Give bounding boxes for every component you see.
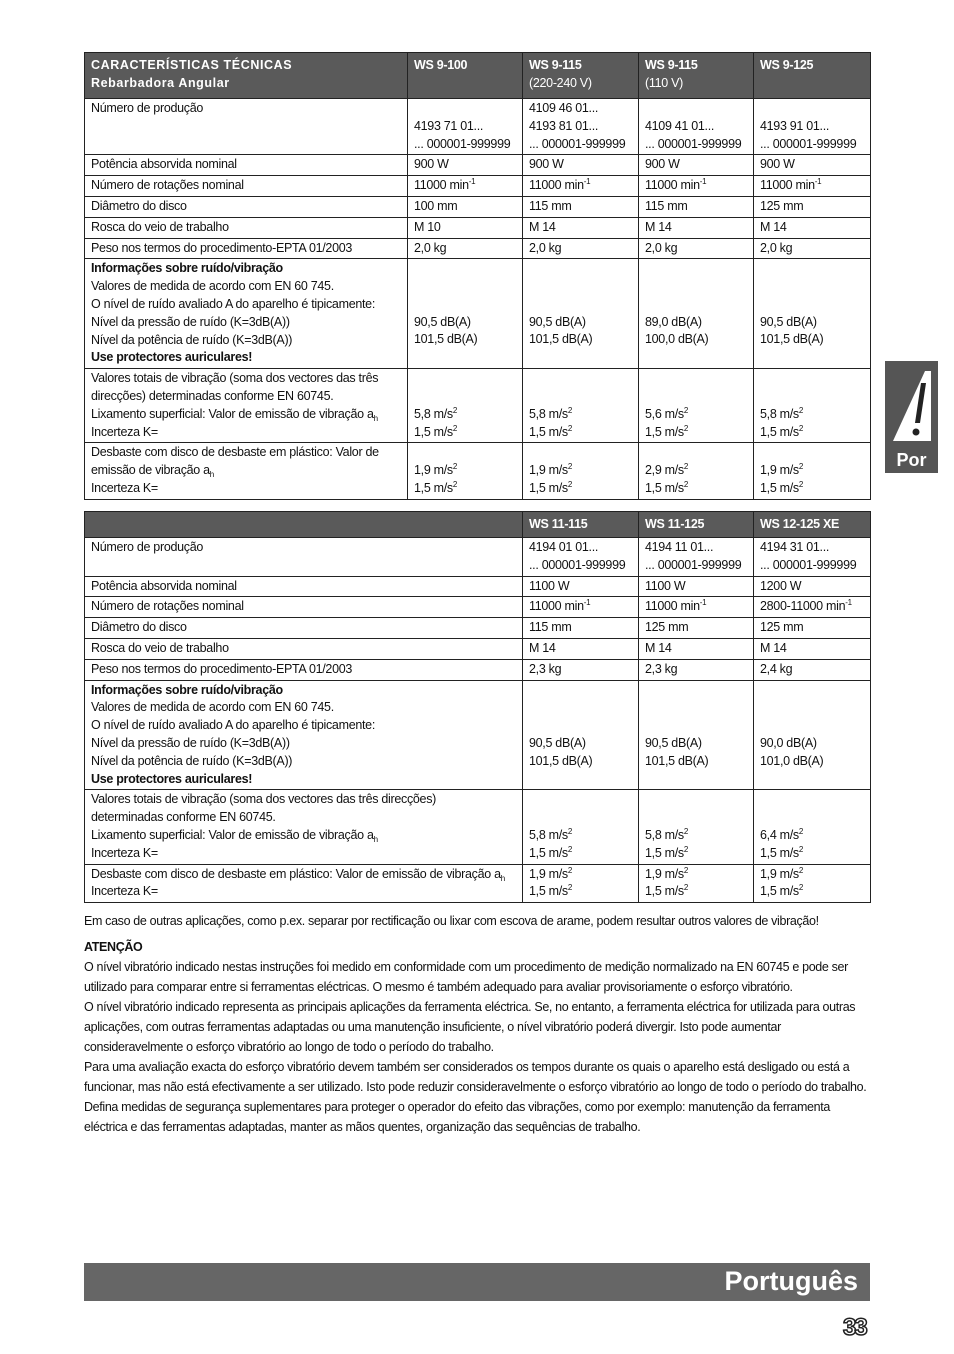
table-cell: 5,8 $m/s^2$ 1,5 $m/s^2$ xyxy=(408,369,523,443)
table-cell: M 14 xyxy=(523,638,639,659)
table-cell: 4193 71 01... ... 000001-999999 xyxy=(408,99,523,155)
page-number: 33 xyxy=(843,1314,866,1341)
table-cell: 4194 31 01... ... 000001-999999 xyxy=(754,538,871,577)
table-row xyxy=(85,864,871,903)
table-row xyxy=(85,259,871,369)
table-cell: 2,0 kg xyxy=(754,238,871,259)
table-cell: M 14 xyxy=(754,217,871,238)
table-cell: 1,9 $m/s^2$ 1,5 $m/s^2$ xyxy=(754,864,871,903)
table-row xyxy=(85,618,871,639)
table-row xyxy=(85,576,871,597)
attention-section xyxy=(84,937,874,1137)
table-cell: 1100 W xyxy=(639,576,754,597)
attention-heading: ATENÇÃO xyxy=(84,940,143,954)
row-label: Peso nos termos do procedimento-EPTA 01/2003 xyxy=(85,659,523,680)
table-row xyxy=(85,790,871,864)
table-cell: 4193 91 01... ... 000001-999999 xyxy=(754,99,871,155)
table-cell: 11000 $\min^{-1}$ xyxy=(639,597,754,618)
language-code: Por xyxy=(896,450,927,470)
attention-paragraph: Defina medidas de segurança suplementares para proteger o operador do efeito das vibrações, como por exemplo: manutenção da ferramenta eléctrica e das ferramentas adaptadas, manter as mãos quentes, organização das sequências de trabalho. xyxy=(84,1100,830,1134)
table-cell: M 14 xyxy=(523,217,639,238)
table-cell: 90,5 dB(A) 101,5 dB(A) xyxy=(523,259,639,369)
table-cell: 5,8 $m/s^2$ 1,5 $m/s^2$ xyxy=(523,790,639,864)
vibration-label: Valores totais de vibração (soma dos vectores das três direcções) determinadas conforme EN 60745. Lixamento superficial: Valor de emissão de vibração $a_h$ Incerteza K= xyxy=(85,790,523,864)
table-cell: 125 mm xyxy=(639,618,754,639)
table-cell: 2,0 kg xyxy=(639,238,754,259)
row-label: Potência absorvida nominal xyxy=(85,576,523,597)
table-cell: 1,9 $m/s^2$ 1,5 $m/s^2$ xyxy=(639,864,754,903)
table-cell: 6,4 $m/s^2$ 1,5 $m/s^2$ xyxy=(754,790,871,864)
table-cell: 11000 $\min^{-1}$ xyxy=(523,176,639,197)
table-title: CARACTERÍSTICAS TÉCNICAS Rebarbadora Angular xyxy=(85,53,408,99)
model-header: WS 11-125 xyxy=(639,512,754,538)
vibration-note: Em caso de outras aplicações, como p.ex. separar por rectificação ou lixar com escova de arame, podem resultar outros valores de vibração! xyxy=(84,914,819,928)
table-row xyxy=(85,443,871,499)
table-cell: 2,3 kg xyxy=(523,659,639,680)
table-cell: 90,5 dB(A) 101,5 dB(A) xyxy=(408,259,523,369)
table-cell: 5,8 $m/s^2$ 1,5 $m/s^2$ xyxy=(754,369,871,443)
table-cell: 115 mm xyxy=(523,196,639,217)
spec-table-ws9 xyxy=(84,52,871,500)
table-cell: 11000 $\min^{-1}$ xyxy=(639,176,754,197)
table-row xyxy=(85,538,871,577)
table-cell: 5,8 $m/s^2$ 1,5 $m/s^2$ xyxy=(639,790,754,864)
row-label: Número de rotações nominal xyxy=(85,597,523,618)
vibration-label: Desbaste com disco de desbaste em plástico: Valor de emissão de vibração $a_h$ Incerteza K= xyxy=(85,864,523,903)
table-cell: 125 mm xyxy=(754,618,871,639)
attention-paragraph: Para uma avaliação exacta do esforço vibratório devem também ser considerados os tempos durante os quais o aparelho está desligado ou está a funcionar, mas não está efectivamente a ser utilizado. Isto pode reduzir consideravelmente o esforço vibratório ao longo de todo o período do trabalho. xyxy=(84,1060,867,1094)
table-row xyxy=(85,217,871,238)
row-label: Diâmetro do disco xyxy=(85,618,523,639)
table-cell: 90,5 dB(A) 101,5 dB(A) xyxy=(754,259,871,369)
table-title-empty xyxy=(85,512,523,538)
table-cell: 125 mm xyxy=(754,196,871,217)
table-row xyxy=(85,659,871,680)
table-cell: 2,0 kg xyxy=(408,238,523,259)
row-label: Número de produção xyxy=(85,99,408,155)
table-cell: 89,0 dB(A) 100,0 dB(A) xyxy=(639,259,754,369)
table-row xyxy=(85,176,871,197)
model-header: WS 12-125 XE xyxy=(754,512,871,538)
language-side-tab xyxy=(885,361,938,473)
table-cell: 11000 $\min^{-1}$ xyxy=(523,597,639,618)
table-cell: 4194 01 01... ... 000001-999999 xyxy=(523,538,639,577)
table-row xyxy=(85,238,871,259)
attention-paragraph: O nível vibratório indicado nestas instruções foi medido em conformidade com um procedimento de medição normalizado na EN 60745 e pode ser utilizado para comparar entre si ferramentas eléctricas. O mesmo é também adequado para avaliar provisoriamente o esforço vibratório. xyxy=(84,960,848,994)
model-header: WS 9-115 (110 V) xyxy=(639,53,754,99)
table-cell: 4194 11 01... ... 000001-999999 xyxy=(639,538,754,577)
table-cell: M 14 xyxy=(639,638,754,659)
table-cell: M 14 xyxy=(639,217,754,238)
model-header: WS 9-125 xyxy=(754,53,871,99)
spec-table-ws11-ws12 xyxy=(84,511,871,903)
table-cell: 1,9 $m/s^2$ 1,5 $m/s^2$ xyxy=(754,443,871,499)
noise-label: Informações sobre ruído/vibração Valores de medida de acordo com EN 60 745. O nível de ruído avaliado A do aparelho é tipicamente: Nível da pressão de ruído (K=3dB(A)) Nível da potência de ruído (K=3dB(A)) Use protectores auriculares! xyxy=(85,680,523,790)
row-label: Número de rotações nominal xyxy=(85,176,408,197)
table-cell: 2,3 kg xyxy=(639,659,754,680)
table-cell: 2,0 kg xyxy=(523,238,639,259)
table-cell: 115 mm xyxy=(523,618,639,639)
table-cell: 11000 $\min^{-1}$ xyxy=(754,176,871,197)
table-cell: 90,5 dB(A) 101,5 dB(A) xyxy=(639,680,754,790)
table-row xyxy=(85,196,871,217)
warning-exclamation-icon xyxy=(891,369,933,446)
table-cell: 1,9 $m/s^2$ 1,5 $m/s^2$ xyxy=(523,864,639,903)
table-cell: 900 W xyxy=(754,155,871,176)
model-header: WS 9-115 (220-240 V) xyxy=(523,53,639,99)
table-cell: 5,8 $m/s^2$ 1,5 $m/s^2$ xyxy=(523,369,639,443)
table-cell: 900 W xyxy=(408,155,523,176)
table-cell: 900 W xyxy=(523,155,639,176)
table-row xyxy=(85,597,871,618)
table-row xyxy=(85,638,871,659)
row-label: Número de produção xyxy=(85,538,523,577)
table-cell: 1100 W xyxy=(523,576,639,597)
row-label: Peso nos termos do procedimento-EPTA 01/2003 xyxy=(85,238,408,259)
table-header-row xyxy=(85,512,871,538)
row-label: Diâmetro do disco xyxy=(85,196,408,217)
table-cell: 1,9 $m/s^2$ 1,5 $m/s^2$ xyxy=(408,443,523,499)
table-cell: 1,9 $m/s^2$ 1,5 $m/s^2$ xyxy=(523,443,639,499)
table-row xyxy=(85,99,871,155)
vibration-label: Desbaste com disco de desbaste em plástico: Valor de emissão de vibração $a_h$ Incerteza K= xyxy=(85,443,408,499)
table-cell: 5,6 $m/s^2$ 1,5 $m/s^2$ xyxy=(639,369,754,443)
table-cell: 2800-11000 $\min^{-1}$ xyxy=(754,597,871,618)
table-cell: 900 W xyxy=(639,155,754,176)
table-cell: 4109 46 01... 4193 81 01... ... 000001-999999 xyxy=(523,99,639,155)
table-cell: 4109 41 01... ... 000001-999999 xyxy=(639,99,754,155)
table-cell: 11000 $\min^{-1}$ xyxy=(408,176,523,197)
table-cell: 90,0 dB(A) 101,0 dB(A) xyxy=(754,680,871,790)
table-cell: 100 mm xyxy=(408,196,523,217)
table-row xyxy=(85,155,871,176)
table-cell: M 10 xyxy=(408,217,523,238)
table-cell: 2,4 kg xyxy=(754,659,871,680)
table-cell: 90,5 dB(A) 101,5 dB(A) xyxy=(523,680,639,790)
model-header: WS 9-100 xyxy=(408,53,523,99)
noise-label: Informações sobre ruído/vibração Valores de medida de acordo com EN 60 745. O nível de ruído avaliado A do aparelho é tipicamente: Nível da pressão de ruído (K=3dB(A)) Nível da potência de ruído (K=3dB(A)) Use protectores auriculares! xyxy=(85,259,408,369)
footer-language-title: Português xyxy=(724,1266,858,1296)
attention-paragraph: O nível vibratório indicado representa as principais aplicações da ferramenta eléctrica. Se, no entanto, a ferramenta eléctrica for utilizada para outras aplicações, com outras ferramentas adaptadas ou uma manutenção insuficiente, o nível vibratório poderá divergir. Isto pode aumentar consideravelmente o esforço vibratório ao longo de todo o período do trabalho. xyxy=(84,1000,856,1054)
model-header: WS 11-115 xyxy=(523,512,639,538)
table-cell: 2,9 $m/s^2$ 1,5 $m/s^2$ xyxy=(639,443,754,499)
table-cell: M 14 xyxy=(754,638,871,659)
table-cell: 1200 W xyxy=(754,576,871,597)
footer-language-bar xyxy=(84,1263,870,1301)
table-cell: 115 mm xyxy=(639,196,754,217)
vibration-label: Valores totais de vibração (soma dos vectores das três direcções) determinadas conforme EN 60745. Lixamento superficial: Valor de emissão de vibração $a_h$ Incerteza K= xyxy=(85,369,408,443)
row-label: Potência absorvida nominal xyxy=(85,155,408,176)
table-row xyxy=(85,680,871,790)
table-row xyxy=(85,369,871,443)
row-label: Rosca do veio de trabalho xyxy=(85,638,523,659)
row-label: Rosca do veio de trabalho xyxy=(85,217,408,238)
table-header-row xyxy=(85,53,871,99)
